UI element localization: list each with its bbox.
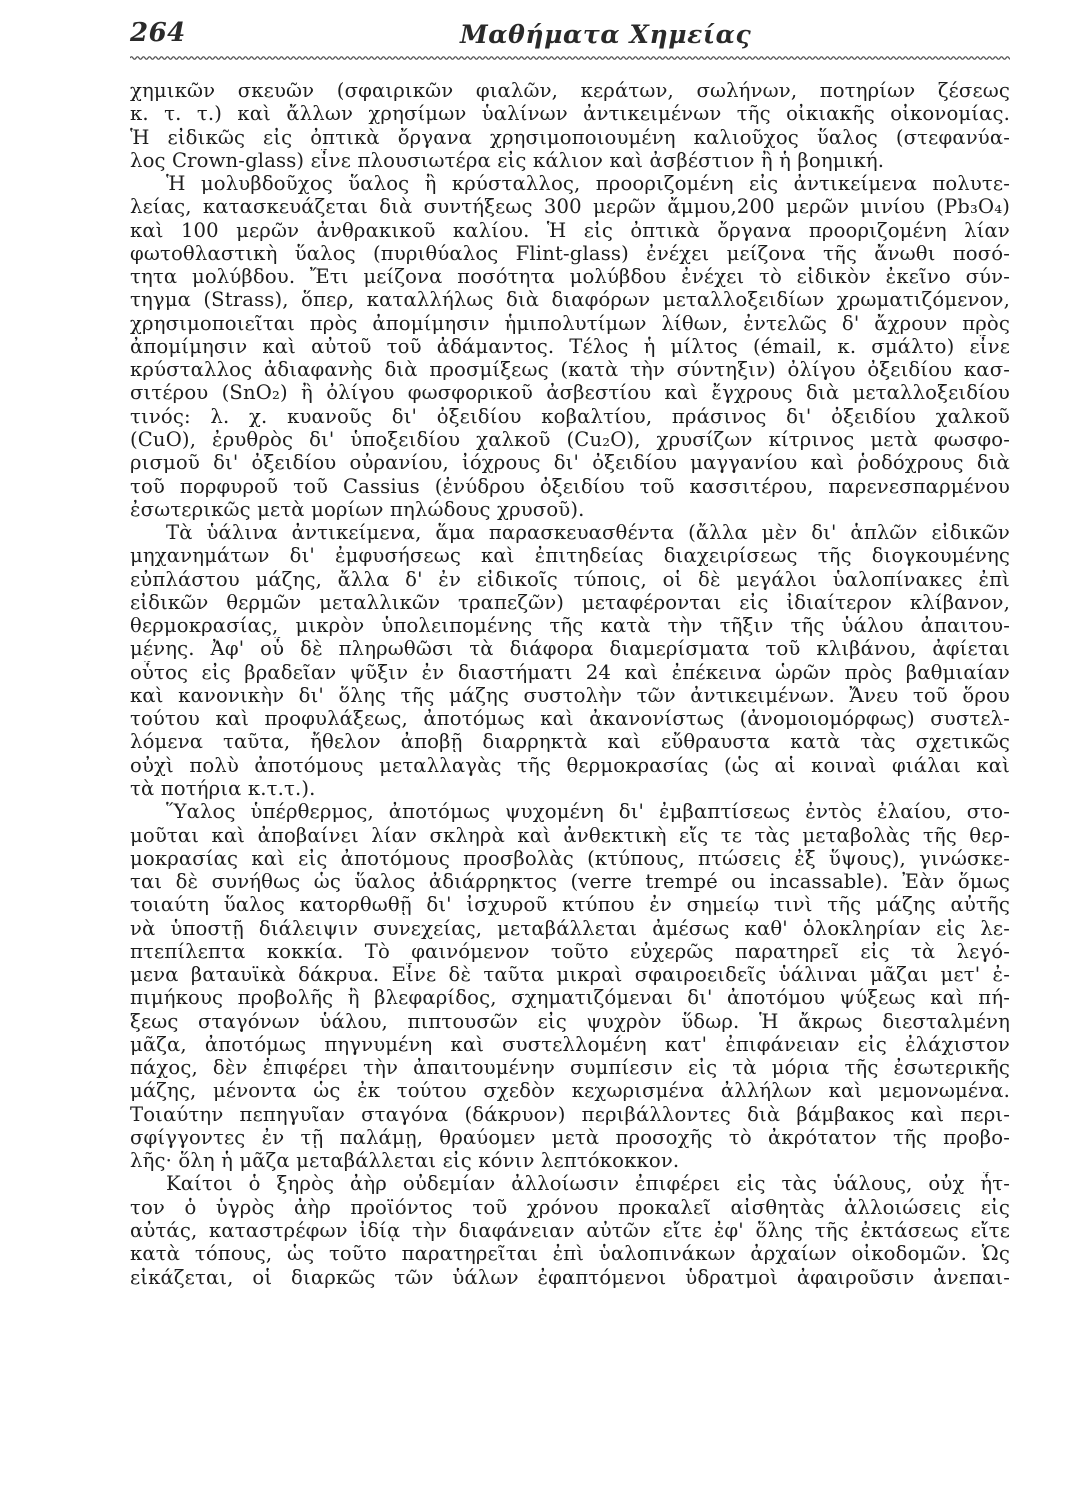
text-line: οὗτος εἰς βραδεῖαν ψῦξιν ἐν διαστήματι 24 καὶ ἐπέκεινα ὡρῶν πρὸς βαθμιαίαν — [130, 660, 1010, 684]
text-line: κατὰ τόπους, ὡς τοῦτο παρατηρεῖται ἐπὶ ὑαλοπινάκων ἀρχαίων οἰκοδομῶν. Ὡς — [130, 1242, 1010, 1266]
text-line: εἰδικῶν θερμῶν μεταλλικῶν τραπεζῶν) μεταφέρονται εἰς ἰδιαίτερον κλίβανον, — [130, 590, 1010, 614]
text-line: ρισμοῦ δι' ὀξειδίου οὐρανίου, ἰόχρους δι' ὀξειδίου μαγγανίου καὶ ῥοδόχρους διὰ — [130, 451, 1010, 475]
text-line: (CuO), ἐρυθρὸς δι' ὑποξειδίου χαλκοῦ (Cu₂O), χρυσίζων κίτρινος μετὰ φωσφο- — [130, 427, 1010, 451]
text-line: καὶ κανονικὴν δι' ὅλης τῆς μάζης συστολὴν τῶν ἀντικειμένων. Ἄνευ τοῦ ὅρου — [130, 683, 1010, 707]
text-line: αὐτάς, καταστρέφων ἰδίᾳ τὴν διαφάνειαν αὐτῶν εἴτε ἐφ' ὅλης τῆς ἐκτάσεως εἴτε — [130, 1219, 1010, 1243]
text-line: ἐσωτερικῶς μετὰ μορίων πηλώδους χρυσοῦ). — [130, 497, 585, 521]
text-line: κρύσταλλος ἀδιαφανὴς διὰ προσμίξεως (κατὰ τὴν σύντηξιν) ὀλίγου ὀξειδίου κασ- — [130, 358, 1010, 382]
text-line: Ἡ μολυβδοῦχος ὕαλος ἢ κρύσταλλος, προοριζομένη εἰς ἀντικείμενα πολυτε- — [166, 172, 1010, 196]
body-text — [130, 79, 1010, 1289]
text-line: Ἡ εἰδικῶς εἰς ὀπτικὰ ὄργανα χρησιμοποιουμένη καλιοῦχος ὕαλος (στεφανύα- — [130, 125, 1010, 149]
text-line: τὰ ποτήρια κ.τ.τ.). — [130, 776, 316, 800]
text-line: μενα βαταυϊκὰ δάκρυα. Εἶνε δὲ ταῦτα μικραὶ σφαιροειδεῖς ὑάλιναι μᾶζαι μετ' ἐ- — [130, 963, 1010, 987]
text-line: μένης. Ἀφ' οὗ δὲ πληρωθῶσι τὰ διάφορα διαμερίσματα τοῦ κλιβάνου, ἀφίεται — [130, 637, 1010, 661]
text-line: Τοιαύτην πεπηγυῖαν σταγόνα (δάκρυον) περιβάλλοντες διὰ βάμβακος καὶ περι- — [130, 1102, 1010, 1126]
text-line: κ. τ. τ.) καὶ ἄλλων χρησίμων ὑαλίνων ἀντικειμένων τῆς οἰκιακῆς οἰκονομίας. — [130, 102, 1010, 126]
text-line: μοκρασίας καὶ εἰς ἀποτόμους προσβολὰς (κτύπους, πτώσεις ἐξ ὕψους), γινώσκε- — [130, 846, 1010, 870]
text-line: μοῦται καὶ ἀποβαίνει λίαν σκληρὰ καὶ ἀνθεκτικὴ εἴς τε τὰς μεταβολὰς τῆς θερ- — [130, 823, 1010, 847]
text-line: λος Crown-glass) εἶνε πλουσιωτέρα εἰς κάλιον καὶ ἀσβέστιον ἢ ἡ βοημική. — [130, 148, 885, 172]
text-line: ται δὲ συνήθως ὡς ὕαλος ἀδιάρρηκτος (verre trempé ou incassable). Ἐὰν ὅμως — [130, 870, 1010, 894]
text-line: τούτου καὶ προφυλάξεως, ἀποτόμως καὶ ἀκανονίστως (ἀνομοιομόρφως) συστελ- — [130, 707, 1010, 731]
page-number: 264 — [130, 18, 186, 48]
text-line: τοιαύτη ὕαλος κατορθωθῇ δι' ἰσχυροῦ κτύπου ἐν σημείῳ τινὶ τῆς μάζης αὐτῆς — [130, 893, 1010, 917]
text-line: λείας, κατασκευάζεται διὰ συντήξεως 300 μερῶν ἄμμου,200 μερῶν μινίου (Pb₃O₄) — [130, 195, 1010, 219]
page-header — [130, 18, 1008, 58]
text-line: θερμοκρασίας, μικρὸν ὑπολειπομένης τῆς κατὰ τὴν τῆξιν τῆς ὑάλου ἀπαιτου- — [130, 614, 1010, 638]
text-line: φωτοθλαστικὴ ὕαλος (πυριθύαλος Flint-glass) ἐνέχει μείζονα τῆς ἄνωθι ποσό- — [130, 241, 1010, 265]
running-title: Μαθήματα Χημείας — [460, 20, 752, 49]
text-line: εἰκάζεται, οἱ διαρκῶς τῶν ὑάλων ἐφαπτόμενοι ὑδρατμοὶ ἀφαιροῦσιν ἀνεπαι- — [130, 1265, 1010, 1289]
text-line: χρησιμοποιεῖται πρὸς ἀπομίμησιν ἡμιπολυτίμων λίθων, ἐντελῶς δ' ἄχρουν πρὸς — [130, 311, 1010, 335]
text-line: νὰ ὑποστῇ διάλειψιν συνεχείας, μεταβάλλεται ἀμέσως καθ' ὁλοκληρίαν εἰς λε- — [130, 916, 1010, 940]
text-line: σφίγγοντες ἐν τῇ παλάμῃ, θραύομεν μετὰ προσοχῆς τὸ ἀκρότατον τῆς προβο- — [130, 1125, 1010, 1149]
text-line: τητα μολύβδου. Ἔτι μείζονα ποσότητα μολύβδου ἐνέχει τὸ εἰδικὸν ἐκεῖνο σύν- — [130, 265, 1010, 289]
text-line: πτεπίλεπτα κοκκία. Τὸ φαινόμενον τοῦτο εὐχερῶς παρατηρεῖ εἰς τὰ λεγό- — [130, 939, 1010, 963]
text-line: τηγμα (Strass), ὅπερ, καταλλήλως διὰ διαφόρων μεταλλοξειδίων χρωματιζόμενον, — [130, 288, 1010, 312]
text-line: πάχος, δὲν ἐπιφέρει τὴν ἀπαιτουμένην συμπίεσιν εἰς τὰ μόρια τῆς ἐσωτερικῆς — [130, 1056, 1010, 1080]
text-line: Καίτοι ὁ ξηρὸς ἀὴρ οὐδεμίαν ἀλλοίωσιν ἐπιφέρει εἰς τὰς ὑάλους, οὐχ ἧτ- — [166, 1172, 1010, 1196]
text-line: σιτέρου (SnO₂) ἢ ὀλίγου φωσφορικοῦ ἀσβεστίου καὶ ἔγχρους διὰ μεταλλοξειδίου — [130, 381, 1010, 405]
text-line: λῆς· ὅλη ἡ μᾶζα μεταβάλλεται εἰς κόνιν λεπτόκοκκον. — [130, 1149, 680, 1173]
text-line: τοῦ πορφυροῦ τοῦ Cassius (ἐνύδρου ὀξειδίου τοῦ κασσιτέρου, παρενεσπαρμένου — [130, 474, 1010, 498]
text-line: ἀπομίμησιν καὶ αὐτοῦ τοῦ ἀδάμαντος. Τέλος ἡ μίλτος (émail, κ. σμάλτο) εἶνε — [130, 334, 1010, 358]
text-line: εὐπλάστου μάζης, ἄλλα δ' ἐν εἰδικοῖς τύποις, οἱ δὲ μεγάλοι ὑαλοπίνακες ἐπὶ — [130, 567, 1010, 591]
text-line: μᾶζα, ἀποτόμως πηγνυμένη καὶ συστελλομένη κατ' ἐπιφάνειαν εἰς ἐλάχιστον — [130, 1032, 1010, 1056]
text-line: οὐχὶ πολὺ ἀποτόμους μεταλλαγὰς τῆς θερμοκρασίας (ὡς αἱ κοιναὶ φιάλαι καὶ — [130, 753, 1010, 777]
text-line: μηχανημάτων δι' ἐμφυσήσεως καὶ ἐπιτηδείας διαχειρίσεως τῆς διογκουμένης — [130, 544, 1010, 568]
text-line: χημικῶν σκευῶν (σφαιρικῶν φιαλῶν, κεράτων, σωλήνων, ποτηρίων ζέσεως — [130, 79, 1010, 102]
text-line: μάζης, μένοντα ὡς ἐκ τούτου σχεδὸν κεχωρισμένα ἀλλήλων καὶ μεμονωμένα. — [130, 1079, 1010, 1103]
text-line: τινός: λ. χ. κυανοῦς δι' ὀξειδίου κοβαλτίου, πράσινος δι' ὀξειδίου χαλκοῦ — [130, 404, 1010, 428]
text-line: καὶ 100 μερῶν ἀνθρακικοῦ καλίου. Ἡ εἰς ὀπτικὰ ὄργανα προοριζομένη λίαν — [130, 218, 1010, 242]
text-line: Ὕαλος ὑπέρθερμος, ἀποτόμως ψυχομένη δι' ἐμβαπτίσεως ἐντὸς ἐλαίου, στο- — [166, 800, 1010, 824]
text-line: πιμήκους προβολῆς ἢ βλεφαρίδος, σχηματιζόμεναι δι' ἀποτόμου ψύξεως καὶ πή- — [130, 986, 1010, 1010]
wavy-rule-graphic — [130, 54, 1010, 62]
text-line: Τὰ ὑάλινα ἀντικείμενα, ἅμα παρασκευασθέντα (ἄλλα μὲν δι' ἁπλῶν εἰδικῶν — [166, 521, 1010, 545]
text-line: ξεως σταγόνων ὑάλου, πιπτουσῶν εἰς ψυχρὸν ὕδωρ. Ἡ ἄκρως διεσταλμένη — [130, 1009, 1010, 1033]
header-ornamental-rule — [130, 54, 1010, 62]
text-line: τον ὁ ὑγρὸς ἀὴρ προϊόντος τοῦ χρόνου προκαλεῖ αἰσθητὰς ἀλλοιώσεις εἰς — [130, 1195, 1010, 1219]
text-line: λόμενα ταῦτα, ἤθελον ἀποβῇ διαρρηκτὰ καὶ εὔθραυστα κατὰ τὰς σχετικῶς — [130, 730, 1010, 754]
